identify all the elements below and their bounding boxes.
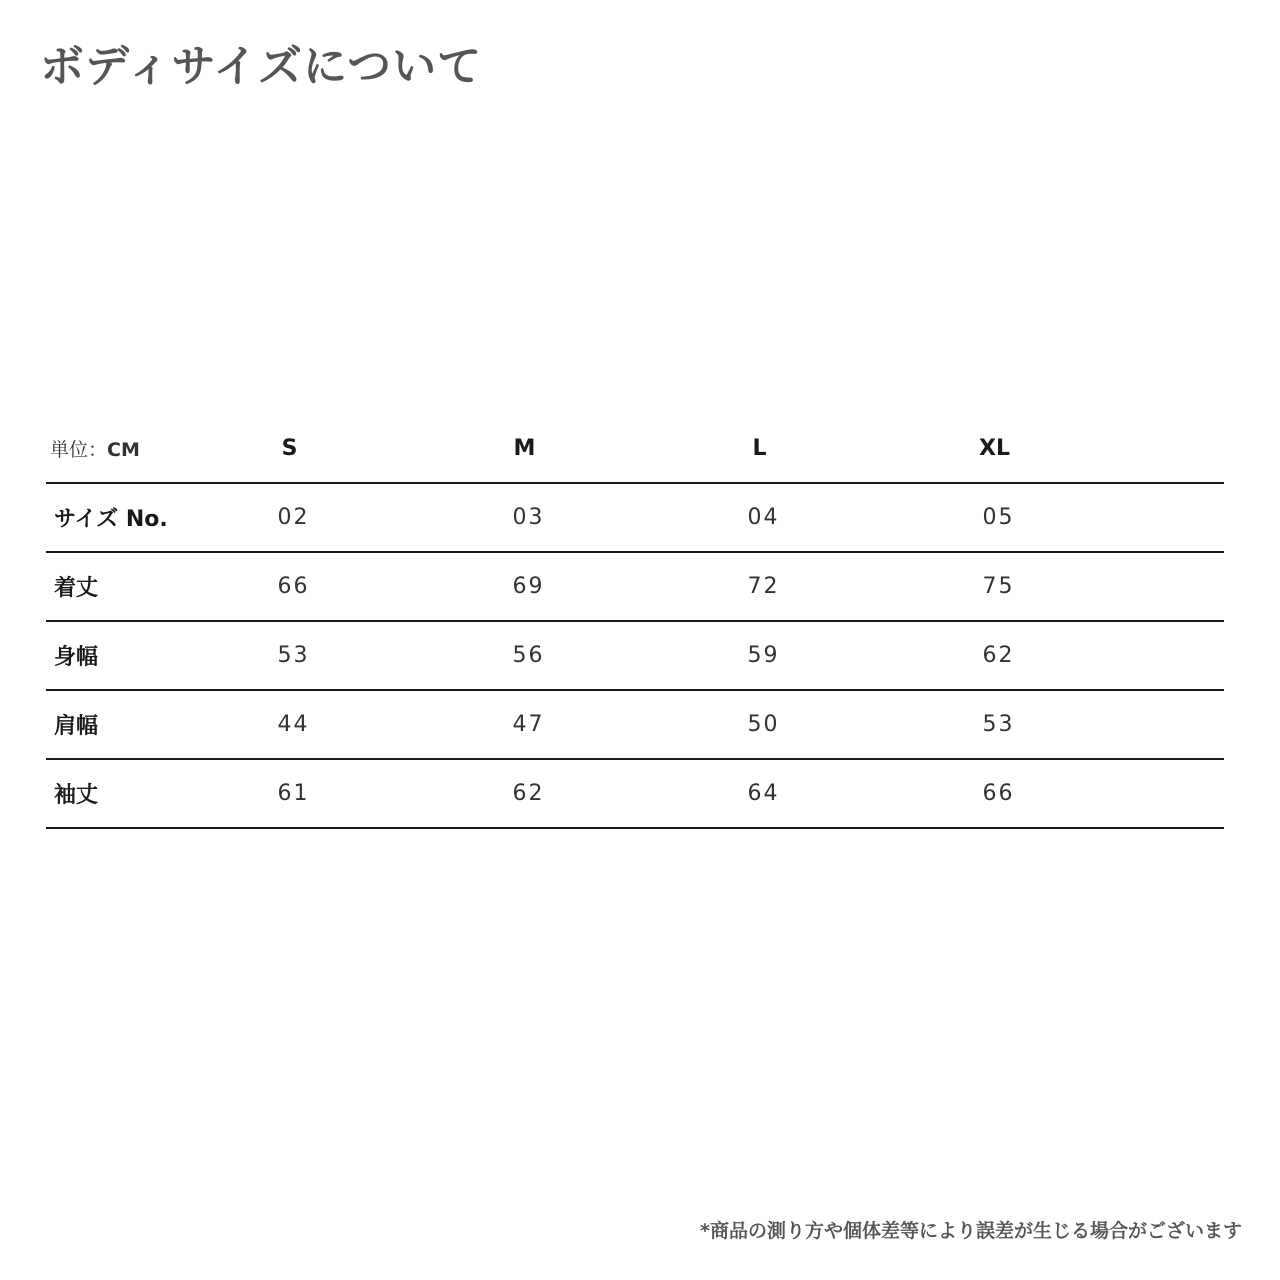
table-cell: 50 bbox=[747, 712, 780, 737]
table-cell: 04 bbox=[747, 505, 780, 530]
size-header-m: M bbox=[513, 436, 536, 461]
row-label-sleeve-length: 袖丈 bbox=[54, 783, 99, 808]
table-cell: 53 bbox=[277, 643, 310, 668]
table-cell: 66 bbox=[982, 781, 1015, 806]
table-cell: 69 bbox=[512, 574, 545, 599]
table-row bbox=[46, 484, 1224, 553]
footnote: *商品の測り方や個体差等により誤差が生じる場合がございます bbox=[700, 1220, 1242, 1242]
table-header-row bbox=[46, 415, 1224, 484]
table-cell: 62 bbox=[982, 643, 1015, 668]
table-cell: 61 bbox=[277, 781, 310, 806]
unit-label bbox=[46, 435, 172, 462]
table-row bbox=[46, 760, 1224, 829]
table-cell: 53 bbox=[982, 712, 1015, 737]
table-cell: 44 bbox=[277, 712, 310, 737]
table-cell: 64 bbox=[747, 781, 780, 806]
table-cell: 59 bbox=[747, 643, 780, 668]
table-cell: 75 bbox=[982, 574, 1015, 599]
row-label-chest-width: 身幅 bbox=[54, 645, 99, 670]
size-header-xl: XL bbox=[979, 436, 1010, 461]
row-label-shoulder-width: 肩幅 bbox=[54, 714, 99, 739]
page-title: ボディサイズについて bbox=[40, 41, 483, 92]
table-row bbox=[46, 691, 1224, 760]
table-cell: 62 bbox=[512, 781, 545, 806]
table-cell: 66 bbox=[277, 574, 310, 599]
table-row bbox=[46, 553, 1224, 622]
table-cell: 03 bbox=[512, 505, 545, 530]
size-header-l: L bbox=[752, 436, 767, 461]
unit-prefix: 単位： bbox=[50, 439, 108, 461]
row-label-length: 着丈 bbox=[54, 576, 99, 601]
table-cell: 47 bbox=[512, 712, 545, 737]
table-cell: 02 bbox=[277, 505, 310, 530]
table-cell: 72 bbox=[747, 574, 780, 599]
table-cell: 56 bbox=[512, 643, 545, 668]
size-table bbox=[46, 415, 1224, 829]
table-cell: 05 bbox=[982, 505, 1015, 530]
size-header-s: S bbox=[281, 436, 298, 461]
row-label-size-no: サイズ No. bbox=[54, 507, 168, 532]
unit-value: CM bbox=[107, 439, 140, 461]
table-row bbox=[46, 622, 1224, 691]
